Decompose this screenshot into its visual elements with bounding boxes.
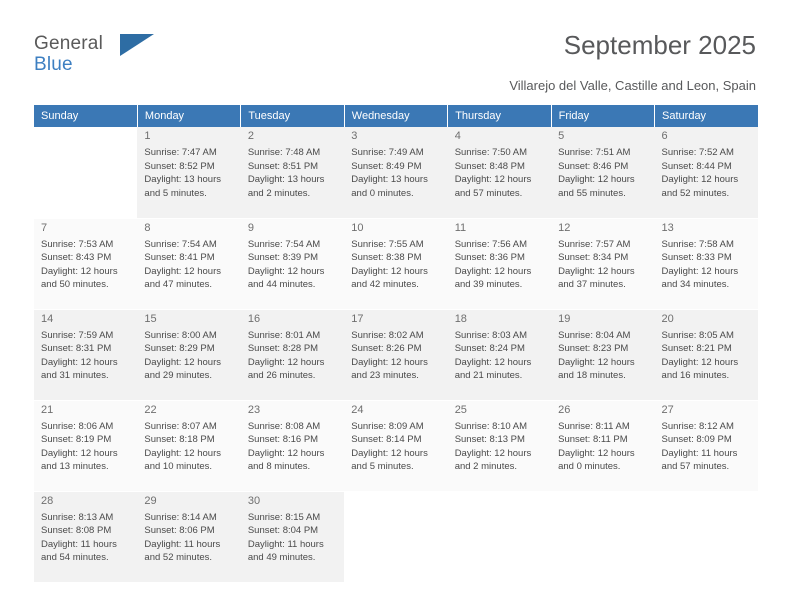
calendar-day-cell[interactable]: [448, 400, 551, 491]
day-sunset-text: Sunset: 8:21 PM: [661, 343, 732, 354]
calendar-day-cell[interactable]: [551, 309, 654, 400]
day-number: 12: [558, 221, 571, 234]
day-sunrise-text: Sunrise: 8:11 AM: [558, 420, 630, 432]
day-number: 18: [454, 312, 467, 325]
day-sunrise-text: Sunrise: 7:57 AM: [558, 238, 631, 250]
day-sunset-text: Sunset: 8:26 PM: [351, 343, 422, 354]
calendar-week-row: [34, 491, 758, 582]
day-sunset-text: Sunset: 8:41 PM: [144, 252, 215, 263]
day-sunset-text: Sunset: 8:33 PM: [661, 252, 732, 263]
day-sunrise-text: Sunrise: 7:58 AM: [661, 238, 734, 250]
calendar-day-cell[interactable]: [344, 127, 447, 218]
calendar-day-cell[interactable]: [551, 400, 654, 491]
day-daylight1-text: Daylight: 12 hours: [558, 447, 635, 459]
day-info: [248, 329, 339, 383]
weekday-header-sunday: Sunday: [34, 105, 137, 127]
location-subtitle: Villarejo del Valle, Castille and Leon, Spain: [509, 78, 756, 93]
day-info: [455, 329, 546, 383]
day-daylight1-text: Daylight: 13 hours: [144, 174, 221, 185]
day-sunset-text: Sunset: 8:04 PM: [247, 525, 319, 536]
day-sunset-text: Sunset: 8:28 PM: [247, 343, 319, 354]
day-sunset-text: Sunset: 8:48 PM: [454, 160, 525, 172]
day-number: 19: [558, 312, 571, 325]
page-title: September 2025: [563, 30, 756, 60]
day-daylight1-text: Daylight: 11 hours: [41, 538, 117, 550]
calendar-day-cell[interactable]: [448, 127, 551, 218]
weekday-header-monday: Monday: [137, 105, 240, 127]
day-number: 7: [41, 221, 48, 234]
day-sunset-text: Sunset: 8:38 PM: [351, 252, 422, 263]
calendar-day-cell[interactable]: [137, 127, 240, 218]
day-daylight1-text: Daylight: 12 hours: [454, 356, 532, 368]
page-header: [0, 0, 792, 93]
calendar-week-row: [34, 127, 758, 218]
day-info: [455, 146, 546, 200]
day-daylight2-text: and 5 minutes.: [351, 461, 414, 472]
calendar-cell-empty: [344, 491, 447, 582]
day-daylight1-text: Daylight: 11 hours: [661, 447, 738, 459]
calendar-day-cell[interactable]: [241, 491, 344, 582]
day-sunrise-text: Sunrise: 7:59 AM: [41, 329, 114, 341]
calendar-day-cell[interactable]: [137, 309, 240, 400]
day-daylight1-text: Daylight: 12 hours: [454, 265, 532, 277]
day-sunrise-text: Sunrise: 7:52 AM: [661, 147, 734, 158]
day-number: 5: [558, 130, 565, 142]
day-number: 3: [351, 130, 358, 142]
day-number: 1: [144, 130, 151, 142]
day-info: [351, 238, 442, 292]
calendar-body: [34, 127, 758, 582]
day-sunrise-text: Sunrise: 7:47 AM: [144, 147, 217, 158]
day-sunrise-text: Sunrise: 8:04 AM: [558, 329, 631, 341]
day-daylight2-text: and 44 minutes.: [247, 279, 316, 290]
day-daylight1-text: Daylight: 12 hours: [454, 447, 532, 459]
day-daylight2-text: and 52 minutes.: [661, 187, 730, 199]
logo-text-blue: Blue: [34, 54, 73, 75]
day-daylight2-text: and 37 minutes.: [558, 279, 626, 290]
day-sunrise-text: Sunrise: 8:14 AM: [144, 511, 217, 523]
logo: [34, 34, 154, 80]
calendar-day-cell[interactable]: [34, 218, 137, 309]
day-daylight2-text: and 13 minutes.: [41, 461, 109, 472]
day-info: [144, 329, 235, 383]
day-number: 30: [247, 494, 261, 507]
day-sunrise-text: Sunrise: 8:02 AM: [351, 329, 424, 341]
day-daylight2-text: and 0 minutes.: [351, 187, 414, 199]
day-number: 6: [661, 130, 668, 142]
day-sunrise-text: Sunrise: 7:55 AM: [351, 238, 424, 250]
day-sunrise-text: Sunrise: 8:00 AM: [144, 329, 217, 341]
calendar-day-cell[interactable]: [34, 400, 137, 491]
day-daylight1-text: Daylight: 12 hours: [558, 265, 635, 277]
day-info: [41, 329, 132, 383]
day-sunrise-text: Sunrise: 7:54 AM: [144, 238, 217, 250]
calendar-day-cell[interactable]: [655, 127, 758, 218]
calendar-day-cell[interactable]: [241, 218, 344, 309]
weekday-header-tuesday: Tuesday: [241, 105, 344, 127]
day-daylight2-text: and 31 minutes.: [41, 370, 109, 381]
day-daylight2-text: and 34 minutes.: [661, 279, 730, 290]
day-sunrise-text: Sunrise: 8:10 AM: [454, 420, 528, 432]
day-sunrise-text: Sunrise: 8:01 AM: [247, 329, 321, 341]
day-number: 28: [41, 494, 54, 507]
calendar-day-cell[interactable]: [448, 309, 551, 400]
day-daylight2-text: and 5 minutes.: [144, 187, 207, 199]
day-daylight1-text: Daylight: 11 hours: [247, 538, 324, 550]
day-sunset-text: Sunset: 8:44 PM: [661, 160, 732, 172]
day-daylight2-text: and 26 minutes.: [247, 370, 316, 381]
logo-text-general: General: [34, 33, 103, 54]
day-number: 17: [351, 312, 364, 325]
day-sunrise-text: Sunrise: 8:08 AM: [247, 420, 321, 432]
day-info: [41, 420, 132, 474]
day-daylight2-text: and 29 minutes.: [144, 370, 213, 381]
day-number: 4: [454, 130, 461, 142]
day-sunrise-text: Sunrise: 8:13 AM: [41, 511, 114, 523]
day-info: [558, 420, 649, 474]
day-sunrise-text: Sunrise: 7:54 AM: [247, 238, 321, 250]
day-sunset-text: Sunset: 8:52 PM: [144, 160, 215, 172]
day-info: [248, 238, 339, 292]
calendar-day-cell[interactable]: [241, 309, 344, 400]
day-sunset-text: Sunset: 8:39 PM: [247, 252, 319, 263]
day-sunset-text: Sunset: 8:46 PM: [558, 160, 629, 172]
day-sunset-text: Sunset: 8:11 PM: [558, 434, 628, 445]
day-sunrise-text: Sunrise: 7:51 AM: [558, 147, 631, 158]
day-daylight1-text: Daylight: 12 hours: [661, 265, 739, 277]
day-number: 26: [558, 403, 571, 416]
day-sunset-text: Sunset: 8:08 PM: [41, 525, 112, 536]
day-sunset-text: Sunset: 8:19 PM: [41, 434, 112, 445]
day-daylight1-text: Daylight: 13 hours: [351, 174, 428, 185]
weekday-header-wednesday: Wednesday: [344, 105, 447, 127]
day-sunset-text: Sunset: 8:13 PM: [454, 434, 525, 445]
calendar-day-cell[interactable]: [137, 491, 240, 582]
calendar-cell-empty: [551, 491, 654, 582]
calendar-day-cell[interactable]: [34, 309, 137, 400]
day-info: [248, 146, 339, 200]
day-daylight1-text: Daylight: 12 hours: [41, 265, 118, 277]
day-sunrise-text: Sunrise: 8:06 AM: [41, 420, 114, 432]
day-sunset-text: Sunset: 8:24 PM: [454, 343, 525, 354]
day-daylight2-text: and 23 minutes.: [351, 370, 419, 381]
day-daylight2-text: and 21 minutes.: [454, 370, 523, 381]
day-sunrise-text: Sunrise: 7:48 AM: [247, 147, 321, 158]
day-daylight2-text: and 8 minutes.: [247, 461, 311, 472]
calendar-day-cell[interactable]: [344, 309, 447, 400]
day-daylight2-text: and 54 minutes.: [41, 552, 109, 563]
day-info: [662, 238, 753, 292]
calendar-day-cell[interactable]: [241, 127, 344, 218]
day-sunrise-text: Sunrise: 7:56 AM: [454, 238, 528, 250]
day-info: [248, 511, 339, 565]
day-number: 11: [454, 221, 467, 234]
day-sunrise-text: Sunrise: 7:53 AM: [41, 238, 114, 250]
weekday-header-friday: Friday: [551, 105, 654, 127]
day-daylight1-text: Daylight: 12 hours: [144, 447, 221, 459]
day-sunset-text: Sunset: 8:29 PM: [144, 343, 215, 354]
day-daylight1-text: Daylight: 12 hours: [144, 356, 221, 368]
day-daylight1-text: Daylight: 12 hours: [351, 356, 428, 368]
day-daylight2-text: and 57 minutes.: [454, 187, 523, 199]
weekday-header-thursday: Thursday: [448, 105, 551, 127]
calendar-cell-empty: [655, 491, 758, 582]
day-daylight1-text: Daylight: 12 hours: [41, 356, 118, 368]
day-daylight1-text: Daylight: 12 hours: [661, 356, 739, 368]
day-number: 16: [247, 312, 261, 325]
calendar-day-cell[interactable]: [344, 218, 447, 309]
day-daylight2-text: and 55 minutes.: [558, 187, 626, 199]
day-number: 9: [247, 221, 254, 234]
day-info: [41, 238, 132, 292]
calendar-day-cell[interactable]: [137, 218, 240, 309]
day-number: 2: [247, 130, 254, 142]
day-daylight2-text: and 18 minutes.: [558, 370, 626, 381]
day-number: 27: [661, 403, 674, 416]
day-sunrise-text: Sunrise: 8:15 AM: [247, 511, 321, 523]
calendar-week-row: [34, 218, 758, 309]
day-number: 22: [144, 403, 157, 416]
logo-triangle-icon: [120, 34, 154, 56]
day-info: [144, 511, 235, 565]
calendar-cell-empty: [34, 127, 137, 218]
day-daylight1-text: Daylight: 12 hours: [661, 174, 739, 185]
day-number: 14: [41, 312, 54, 325]
day-sunrise-text: Sunrise: 7:50 AM: [454, 147, 528, 158]
day-daylight1-text: Daylight: 12 hours: [41, 447, 118, 459]
day-daylight2-text: and 49 minutes.: [247, 552, 316, 563]
day-number: 24: [351, 403, 364, 416]
day-daylight1-text: Daylight: 12 hours: [558, 356, 635, 368]
day-daylight2-text: and 2 minutes.: [454, 461, 518, 472]
calendar-day-cell[interactable]: [655, 218, 758, 309]
day-info: [662, 420, 753, 474]
day-daylight1-text: Daylight: 11 hours: [144, 538, 221, 550]
day-daylight1-text: Daylight: 12 hours: [247, 356, 325, 368]
day-sunrise-text: Sunrise: 8:05 AM: [661, 329, 734, 341]
sunrise-sunset-calendar: [34, 105, 758, 583]
day-daylight1-text: Daylight: 12 hours: [351, 265, 428, 277]
calendar-day-cell[interactable]: [241, 400, 344, 491]
weekday-header-row: [34, 105, 758, 127]
day-number: 29: [144, 494, 157, 507]
day-sunset-text: Sunset: 8:18 PM: [144, 434, 215, 445]
day-sunrise-text: Sunrise: 8:09 AM: [351, 420, 424, 432]
day-info: [351, 329, 442, 383]
day-sunset-text: Sunset: 8:14 PM: [351, 434, 422, 445]
day-daylight2-text: and 57 minutes.: [661, 461, 730, 472]
day-sunset-text: Sunset: 8:51 PM: [247, 160, 319, 172]
day-sunset-text: Sunset: 8:23 PM: [558, 343, 629, 354]
day-sunrise-text: Sunrise: 7:49 AM: [351, 147, 424, 158]
day-sunset-text: Sunset: 8:49 PM: [351, 160, 422, 172]
day-daylight2-text: and 16 minutes.: [661, 370, 730, 381]
day-info: [662, 146, 753, 200]
day-number: 13: [661, 221, 674, 234]
day-info: [144, 146, 235, 200]
day-info: [558, 329, 649, 383]
weekday-header-saturday: Saturday: [655, 105, 758, 127]
day-sunrise-text: Sunrise: 8:03 AM: [454, 329, 528, 341]
calendar-week-row: [34, 309, 758, 400]
day-daylight1-text: Daylight: 12 hours: [247, 447, 325, 459]
day-daylight2-text: and 42 minutes.: [351, 279, 419, 290]
day-daylight2-text: and 10 minutes.: [144, 461, 213, 472]
day-info: [351, 146, 442, 200]
day-info: [248, 420, 339, 474]
day-info: [41, 511, 132, 565]
day-info: [558, 238, 649, 292]
day-daylight1-text: Daylight: 12 hours: [144, 265, 221, 277]
day-sunset-text: Sunset: 8:16 PM: [247, 434, 319, 445]
day-sunset-text: Sunset: 8:43 PM: [41, 252, 112, 263]
day-sunset-text: Sunset: 8:36 PM: [454, 252, 525, 263]
calendar-day-cell[interactable]: [551, 218, 654, 309]
day-sunset-text: Sunset: 8:34 PM: [558, 252, 629, 263]
calendar-day-cell[interactable]: [551, 127, 654, 218]
calendar-week-row: [34, 400, 758, 491]
day-sunrise-text: Sunrise: 8:12 AM: [661, 420, 734, 432]
calendar-day-cell[interactable]: [448, 218, 551, 309]
calendar-day-cell[interactable]: [137, 400, 240, 491]
day-info: [455, 238, 546, 292]
day-daylight2-text: and 47 minutes.: [144, 279, 213, 290]
day-daylight1-text: Daylight: 12 hours: [558, 174, 635, 185]
day-daylight2-text: and 52 minutes.: [144, 552, 213, 563]
calendar-day-cell[interactable]: [344, 400, 447, 491]
calendar-day-cell[interactable]: [655, 309, 758, 400]
day-sunset-text: Sunset: 8:06 PM: [144, 525, 215, 536]
day-daylight1-text: Daylight: 12 hours: [351, 447, 428, 459]
day-daylight2-text: and 50 minutes.: [41, 279, 109, 290]
day-daylight2-text: and 0 minutes.: [558, 461, 621, 472]
day-info: [455, 420, 546, 474]
day-daylight1-text: Daylight: 13 hours: [247, 174, 325, 185]
day-daylight2-text: and 2 minutes.: [247, 187, 311, 199]
day-sunrise-text: Sunrise: 8:07 AM: [144, 420, 217, 432]
day-info: [351, 420, 442, 474]
day-info: [144, 238, 235, 292]
day-info: [558, 146, 649, 200]
day-daylight2-text: and 39 minutes.: [454, 279, 523, 290]
calendar-day-cell[interactable]: [34, 491, 137, 582]
day-sunset-text: Sunset: 8:09 PM: [661, 434, 732, 445]
day-number: 20: [661, 312, 674, 325]
day-daylight1-text: Daylight: 12 hours: [454, 174, 532, 185]
day-number: 8: [144, 221, 151, 234]
day-number: 25: [454, 403, 467, 416]
calendar-day-cell[interactable]: [655, 400, 758, 491]
calendar-cell-empty: [448, 491, 551, 582]
day-number: 23: [247, 403, 261, 416]
day-number: 15: [144, 312, 157, 325]
day-info: [662, 329, 753, 383]
day-number: 10: [351, 221, 364, 234]
day-number: 21: [41, 403, 54, 416]
day-daylight1-text: Daylight: 12 hours: [247, 265, 325, 277]
day-sunset-text: Sunset: 8:31 PM: [41, 343, 112, 354]
day-info: [144, 420, 235, 474]
